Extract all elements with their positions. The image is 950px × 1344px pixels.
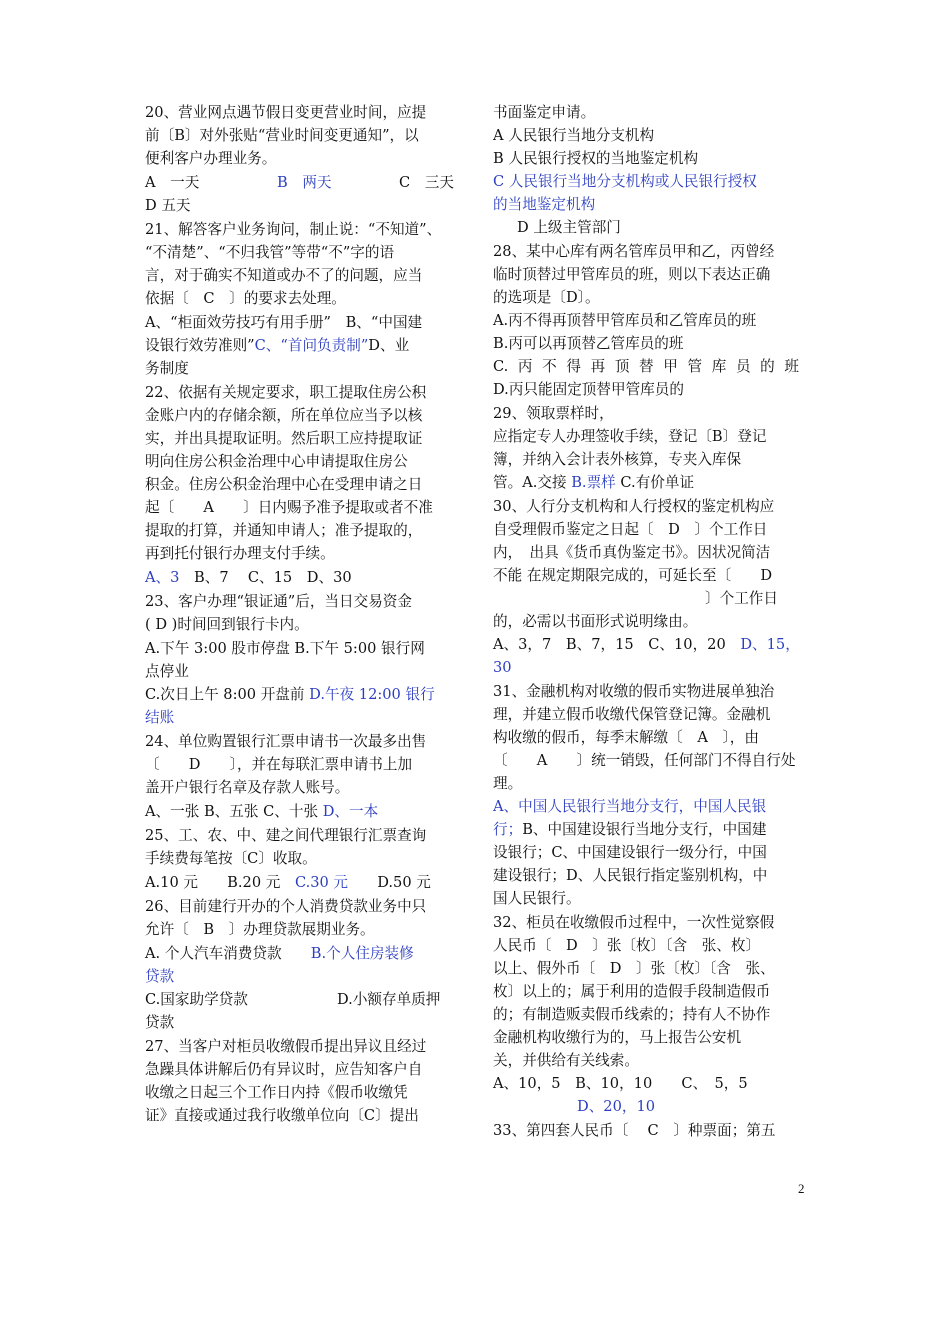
option-d-answer: D、一本 <box>322 803 379 820</box>
right-column <box>493 101 811 1143</box>
text-line: 不能 在规定期限完成的，可延长至〔 D <box>493 567 773 584</box>
other-options: B、7 C、15 D、30 <box>179 569 352 586</box>
option-c-answer: C.30 元 <box>294 874 349 891</box>
option-d-text: D.小额存单质押 <box>337 991 441 1008</box>
other-options: A、一张 B、五张 C、十张 <box>145 803 323 820</box>
text-line: 盖开户银行名章及存款人账号。 <box>145 779 350 796</box>
option-b-text: B.丙可以再顶替乙管库员的班 <box>493 335 684 352</box>
text-line: 理，并建立假币收缴代保管登记簿。金融机 <box>493 706 771 723</box>
text-line: 允许〔 B 〕办理贷款展期业务。 <box>145 921 375 938</box>
option-d-answer: D、15， <box>740 636 800 653</box>
text-line: 22、依据有关规定要求，职工提取住房公积 <box>145 384 427 401</box>
text-line: 建设银行；D、人民银行指定鉴别机构，中 <box>493 867 768 884</box>
text-line: 20、营业网点遇节假日变更营业时间，应提 <box>145 104 427 121</box>
text-line: 24、单位购置银行汇票申请书一次最多出售 <box>145 733 427 750</box>
option-a-text: A. 个人汽车消费贷款 <box>145 945 311 962</box>
question-29 <box>493 402 811 494</box>
options-line: A、10，5 B、10，10 C、 5，5 <box>493 1075 748 1092</box>
question-23 <box>145 590 463 636</box>
text-line: 〔 A 〕统一销毁，任何部门不得自行处 <box>493 752 796 769</box>
option-d: D 五天 <box>145 197 191 214</box>
text-line: 理。 <box>493 775 523 792</box>
question-28 <box>493 240 811 401</box>
option-a-text: A 人民银行当地分支机构 <box>493 127 655 144</box>
text-line: 证》直接或通过我行收缴单位向〔C〕提出 <box>145 1107 419 1124</box>
text-line: ( D )时间回到银行卡内。 <box>145 616 309 633</box>
text-line: 言，对于确实不知道或办不了的问题，应当 <box>145 267 423 284</box>
text-line: 设银行；C、中国建设银行一级分行，中国 <box>493 844 767 861</box>
option-d-answer: D.午夜 12:00 银行 <box>309 686 435 703</box>
option-d-answer-cont: 30 <box>493 659 512 676</box>
text-line: 内， 出具《货币真伪鉴定书》。因状况简洁 <box>493 544 771 561</box>
text-line: 簿，并纳入会计表外核算，专夹入库保 <box>493 451 742 468</box>
question-31 <box>493 680 811 910</box>
question-25 <box>145 824 463 870</box>
text-line: 自受理假币鉴定之日起〔 D 〕个工作日 <box>493 521 768 538</box>
question-27 <box>145 1035 463 1127</box>
question-20 <box>145 101 463 170</box>
text-line: 金融机构收缴行为的，马上报告公安机 <box>493 1029 742 1046</box>
text-line: 实，并出具提取证明。然后职工应持提取证 <box>145 430 423 447</box>
question-26 <box>145 895 463 941</box>
option-b-answer: B.个人住房装修 <box>310 945 414 962</box>
text-line: 急躁具体讲解后仍有异议时，应告知客户自 <box>145 1061 423 1078</box>
text-line <box>145 871 463 894</box>
text-line: 国人民银行。 <box>493 890 581 907</box>
question-26-options <box>145 942 463 1034</box>
option-a-text: A.丙不得再顶替甲管库员和乙管库员的班 <box>493 312 757 329</box>
text-line: 结账 <box>145 709 175 726</box>
text-line <box>493 471 811 494</box>
text-line: 临时顶替过甲管库员的班，则以下表达正确 <box>493 266 771 283</box>
question-24 <box>145 730 463 799</box>
other-options: A、3，7 B、7，15 C、10，20 <box>493 636 741 653</box>
option-c-text: C.次日上午 8:00 开盘前 <box>145 686 310 703</box>
text-line: 的选项是〔D〕。 <box>493 289 600 306</box>
text-line: 以上、假外币〔 D 〕张〔枚〕〔含 张、 <box>493 960 775 977</box>
text-line: 务制度 <box>145 360 189 377</box>
question-20-options <box>145 171 463 217</box>
text-line: 的；有制造贩卖假币线索的；持有人不协作 <box>493 1006 771 1023</box>
option-c-answer-cont: 的当地鉴定机构 <box>493 196 596 213</box>
text-line: 23、客户办理“银证通”后，当日交易资金 <box>145 593 412 610</box>
question-32 <box>493 911 811 1118</box>
option-a-answer-cont: 行； <box>493 821 523 838</box>
text-line: 的，必需以书面形式说明缘由。 <box>493 613 698 630</box>
question-22-options <box>145 566 463 589</box>
option-a-answer: A、3 <box>145 569 180 586</box>
text-line: 28、某中心库有两名管库员甲和乙，丙曾经 <box>493 243 775 260</box>
text-line: 〕个工作日 <box>705 590 778 607</box>
text-line: 积金。住房公积金治理中心在受理申请之日 <box>145 476 423 493</box>
text-line: 27、当客户对柜员收缴假币提出异议且经过 <box>145 1038 427 1055</box>
text-line: 人民币〔 D 〕张〔枚〕〔含 张、枚〕 <box>493 937 761 954</box>
other-options: A.10 元 B.20 元 <box>145 874 295 891</box>
option-c: C 三天 <box>399 174 454 191</box>
text-line <box>145 942 463 965</box>
option-d-text: D.50 元 <box>348 874 431 891</box>
text-line: 手续费每笔按〔C〕收取。 <box>145 850 317 867</box>
text-line <box>145 334 463 357</box>
text-line: 明向住房公积金治理中心申请提取住房公 <box>145 453 408 470</box>
text-line: 33、第四套人民币〔 C 〕种票面；第五 <box>493 1122 776 1139</box>
text-line <box>145 988 463 1011</box>
option-b-text: B、中国建设银行当地分支行，中国建 <box>522 821 767 838</box>
option-d-text: D、业 <box>368 337 410 354</box>
question-24-options <box>145 800 463 823</box>
text-line: 构收缴的假币，每季末解缴〔 A 〕，由 <box>493 729 759 746</box>
text-line: 关，并供给有关线索。 <box>493 1052 639 1069</box>
option-b-text: B 人民银行授权的当地鉴定机构 <box>493 150 699 167</box>
text-line <box>493 818 811 841</box>
option-d-text: D 上级主管部门 <box>517 219 621 236</box>
text-line <box>145 566 463 589</box>
text-line: A、“柜面效劳技巧有用手册” B、“中国建 <box>145 314 423 331</box>
options-row <box>145 171 463 194</box>
text-line: 31、金融机构对收缴的假币实物进展单独治 <box>493 683 775 700</box>
text-line: 依据〔 C 〕的要求去处理。 <box>145 290 346 307</box>
text-line: 30、人行分支机构和人行授权的鉴定机构应 <box>493 498 775 515</box>
option-d-answer: D、20，10 <box>577 1098 656 1115</box>
option-b-answer: B.票样 <box>571 474 616 491</box>
text-line: 前〔B〕对外张贴“营业时间变更通知”，以 <box>145 127 419 144</box>
text-line: 便利客户办理业务。 <box>145 150 277 167</box>
page-number: 2 <box>798 1181 805 1196</box>
text-line <box>145 683 463 706</box>
text-line: A.下午 3:00 股市停盘 B.下午 5:00 银行网 <box>145 640 425 657</box>
text-line: 收缴之日起三个工作日内持《假币收缴凭 <box>145 1084 408 1101</box>
option-b-text: 设银行效劳准则” <box>145 337 255 354</box>
text-line: 〔 D 〕，并在每联汇票申请书上加 <box>145 756 413 773</box>
text-line: 贷款 <box>145 1014 175 1031</box>
text-line: 提取的打算，并通知申请人；准予提取的， <box>145 522 423 539</box>
text-line: 金账户内的存储余额，所在单位应当予以核 <box>145 407 423 424</box>
text-line: 贷款 <box>145 968 175 985</box>
text-line: 起〔 A 〕日内赐予准予提取或者不准 <box>145 499 433 516</box>
text-line: 应指定专人办理签收手续，登记〔B〕登记 <box>493 428 767 445</box>
option-a-answer: A、中国人民银行当地分支行，中国人民银 <box>493 798 767 815</box>
option-a-text: 管。A.交接 <box>493 474 572 491</box>
left-column <box>145 101 463 1128</box>
option-c-text: C.有价单证 <box>615 474 695 491</box>
text-line: 29、领取票样时， <box>493 405 614 422</box>
question-33 <box>493 1119 811 1142</box>
question-25-options <box>145 871 463 894</box>
text-line: 21、解答客户业务询问，制止说：“不知道”、 <box>145 221 442 238</box>
text-line <box>493 633 811 656</box>
text-line: 再到托付银行办理支付手续。 <box>145 545 335 562</box>
option-c-text: C.国家助学贷款 <box>145 991 248 1008</box>
text-line: 点停业 <box>145 663 189 680</box>
question-21-options <box>145 311 463 380</box>
text-line: 26、目前建行开办的个人消费贷款业务中只 <box>145 898 427 915</box>
option-c-answer: C 人民银行当地分支机构或人民银行授权 <box>493 173 757 190</box>
option-b-answer: B 两天 <box>277 174 332 191</box>
question-21 <box>145 218 463 310</box>
question-27-continued <box>493 101 811 239</box>
text-line: “不清楚”、“不归我管”等带“不”字的语 <box>145 244 395 261</box>
text-line: 32、柜员在收缴假币过程中，一次性觉察假 <box>493 914 775 931</box>
question-22 <box>145 381 463 565</box>
question-23-options <box>145 637 463 729</box>
option-c-answer: C、“首问负责制” <box>254 337 369 354</box>
text-line: 枚〕以上的；属于利用的造假手段制造假币 <box>493 983 771 1000</box>
text-line: 25、工、农、中、建之间代理银行汇票查询 <box>145 827 427 844</box>
option-d-text: D.丙只能固定顶替甲管库员的 <box>493 381 684 398</box>
text-line <box>145 800 463 823</box>
option-a: A 一天 <box>145 174 200 191</box>
question-30 <box>493 495 811 679</box>
text-line: 书面鉴定申请。 <box>493 104 596 121</box>
option-c-text: C.丙不得再顶替甲管库员的班 <box>493 358 799 375</box>
